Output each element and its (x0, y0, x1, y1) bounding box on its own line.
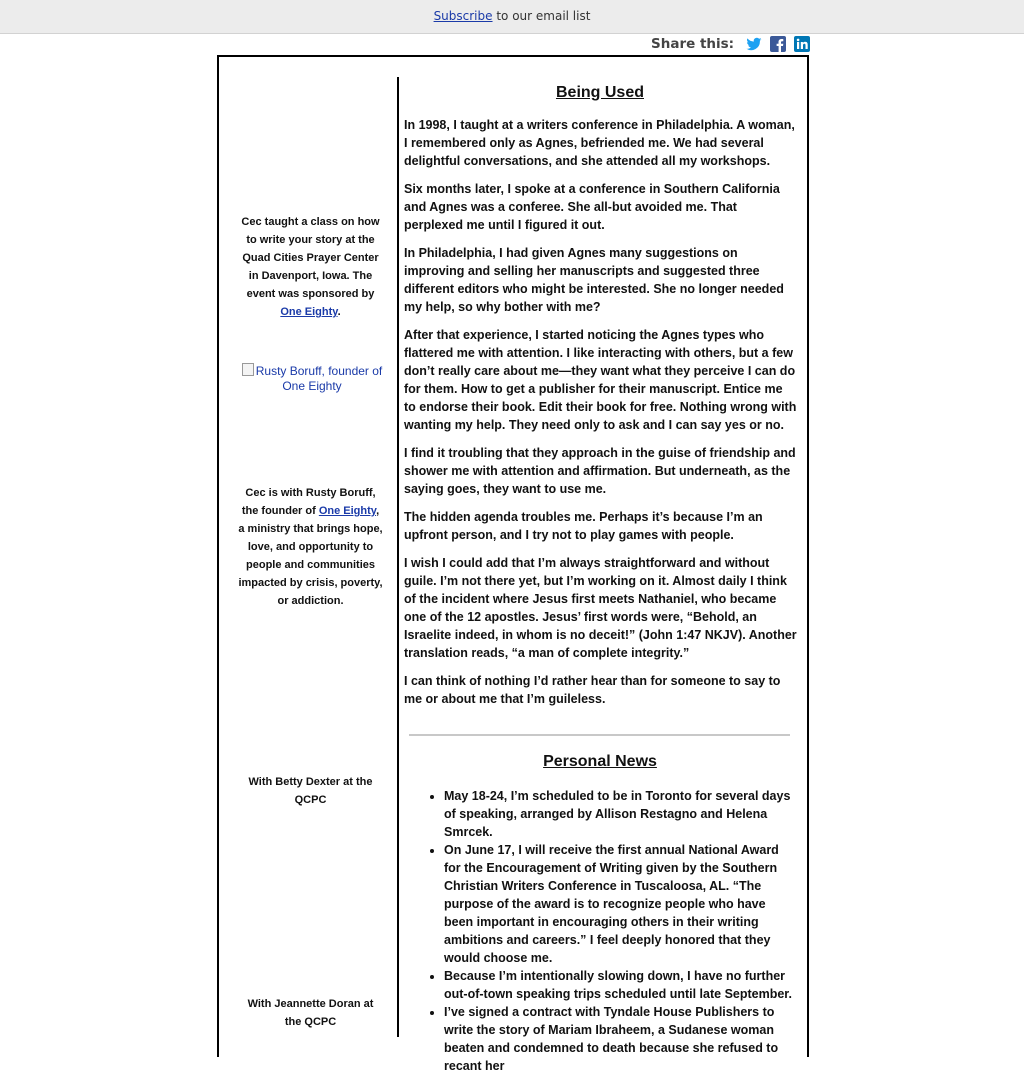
sidebar-caption-betty: With Betty Dexter at the QCPC (248, 776, 373, 806)
news-item: • On June 17, I will receive the first annual National Award for the Encouragement of Writing given by the Southern Christian Writers Conference in Tuscaloosa, AL. “The purpose of the award is to recognize people who have been important in encouraging others in their writing ambitions and careers.” I feel deeply honored that they would choose me. (444, 841, 797, 967)
news-item: • May 18-24, I’m scheduled to be in Toronto for several days of speaking, arranged by Allison Restagno and Helena Smrcek. (444, 787, 797, 841)
sidebar-caption-class: Cec taught a class on how to write your story at the Quad Cities Prayer Center in Davenport, Iowa. The event was sponsored by One Eighty. (241, 216, 380, 318)
linkedin-icon[interactable] (794, 36, 810, 52)
share-bar (651, 35, 818, 53)
column-divider (397, 77, 399, 1037)
article-paragraph: Six months later, I spoke at a conference in Southern California and Agnes was a conferee. She all-but avoided me. That perplexed me until I figured it out. (404, 182, 780, 232)
article-title: Being Used (555, 84, 644, 101)
news-item: • I’ve signed a contract with Tyndale House Publishers to write the story of Mariam Ibraheem, a Sudanese woman beaten and condemned to death because she refused to recant her (444, 1003, 797, 1075)
broken-image-icon (242, 363, 254, 376)
subscribe-text: to our email list (492, 9, 591, 23)
subscribe-bar (0, 0, 1024, 34)
sidebar-caption-jeannette: With Jeannette Doran at the QCPC (247, 998, 374, 1028)
article-paragraph: In Philadelphia, I had given Agnes many suggestions on improving and selling her manuscripts and suggested three different editors who might be interested. She no longer needed my help, so why bother with me? (404, 246, 784, 314)
share-label: Share this: (651, 36, 735, 52)
article-paragraph: I can think of nothing I’d rather hear than for someone to say to me or about me that I’m guileless. (404, 674, 781, 706)
section-divider (409, 734, 790, 736)
facebook-icon[interactable] (770, 36, 786, 52)
article-paragraph: The hidden agenda troubles me. Perhaps it’s because I’m an upfront person, and I try not to play games with people. (404, 510, 763, 542)
one-eighty-link[interactable]: One Eighty (280, 306, 338, 318)
news-item: • Because I’m intentionally slowing down, I have no further out-of-town speaking trips scheduled until late September. (444, 967, 797, 1003)
news-title: Personal News (543, 753, 657, 770)
image-alt-text: Rusty Boruff, founder of One Eighty (255, 364, 383, 393)
rusty-boruff-image (238, 363, 386, 394)
sidebar-caption-rusty: Cec is with Rusty Boruff, the founder of One Eighty, a ministry that brings hope, love, and opportunity to people and communities impacted by crisis, poverty, or addiction. (238, 487, 383, 607)
news-list (404, 787, 797, 1075)
article-paragraph: In 1998, I taught at a writers conference in Philadelphia. A woman, I remembered only as Agnes, befriended me. We had several delightful conversations, and she attended all my workshops. (404, 118, 795, 168)
twitter-icon[interactable] (746, 36, 762, 52)
article-paragraph: I find it troubling that they approach in the guise of friendship and shower me with attention and affirmation. But underneath, as the saying goes, they want to use me. (404, 446, 796, 496)
article-paragraph: I wish I could add that I’m always straightforward and without guile. I’m not there yet, but I’m working on it. Almost daily I think of the incident where Jesus first meets Nathaniel, who became one of the 12 apostles. Jesus’ first words were, “Behold, an Israelite indeed, in whom is no deceit!” (John 1:47 NKJV). Another translation reads, “a man of complete integrity.” (404, 556, 797, 660)
one-eighty-link-2[interactable]: One Eighty (318, 505, 377, 517)
article-paragraph: After that experience, I started noticing the Agnes types who flattered me with attention. I like interacting with others, but a few don’t really care about me—they want what they perceive I can do for them. How to get a publisher for their manuscript. Entice me to endorse their book. Edit their book for free. Nothing wrong with wanting my help. They need only to ask and I can say yes or no. (404, 328, 797, 432)
subscribe-link[interactable]: Subscribe (433, 9, 493, 23)
